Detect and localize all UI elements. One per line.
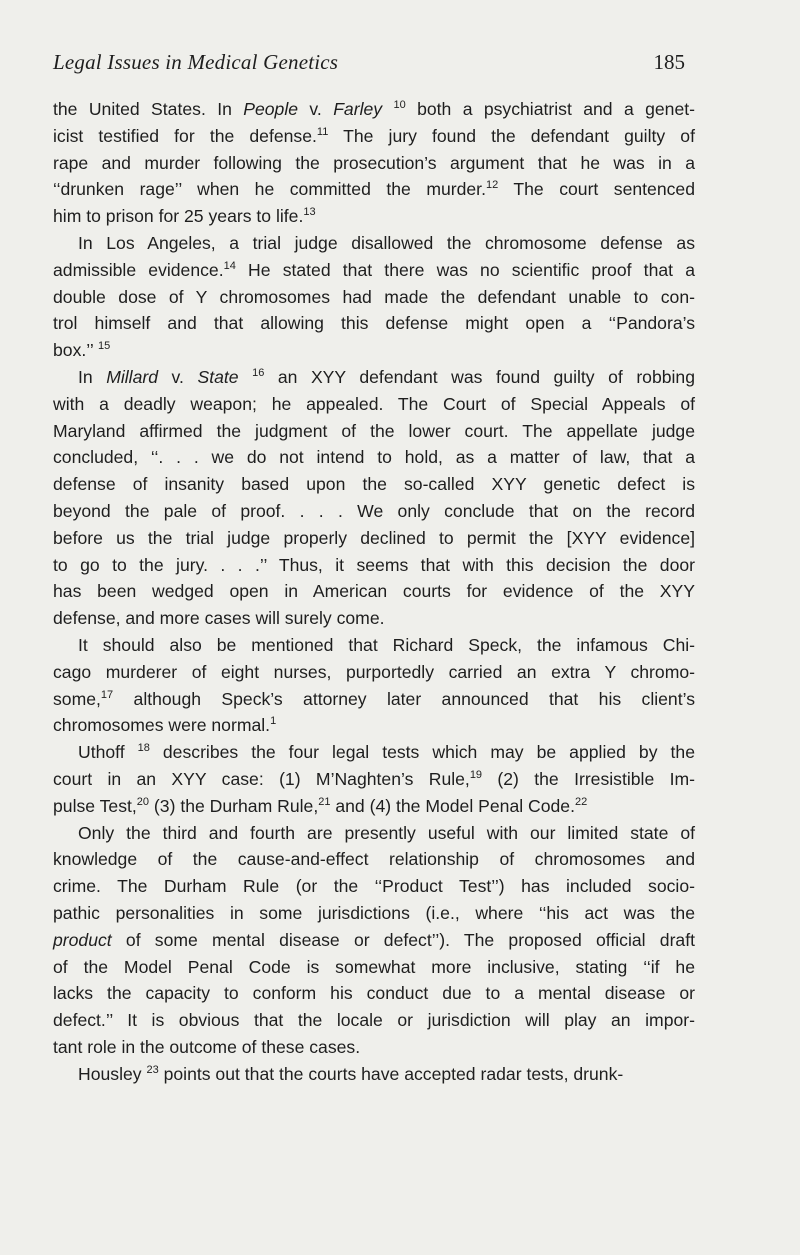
text-span: (3) the Durham Rule,	[149, 795, 319, 816]
text-line	[53, 954, 695, 981]
text-span: beyond the pale of proof. . . . We only conclude that on the record	[53, 500, 695, 521]
text-line	[53, 257, 695, 284]
text-span: defect.’’ It is obvious that the locale or jurisdiction will play an impor-	[53, 1010, 695, 1031]
text-span: v.	[298, 99, 334, 119]
footnote-ref: 13	[303, 206, 316, 219]
text-span	[239, 367, 253, 387]
text-span: although Speck’s attorney later announced that his client’s	[113, 688, 695, 709]
text-line	[53, 820, 695, 847]
text-span: The court sentenced	[498, 179, 695, 200]
text-span: an XYY defendant was found guilty of robbing	[264, 366, 696, 387]
text-span: pathic personalities in some jurisdictions (i.e., where ‘‘his act was the	[53, 902, 695, 923]
text-line	[53, 444, 695, 471]
text-line	[53, 391, 695, 418]
footnote-ref: 21	[318, 795, 331, 808]
italic-text: People	[243, 99, 299, 119]
footnote-ref: 22	[574, 795, 588, 808]
text-line	[53, 846, 695, 873]
text-span: tant role in the outcome of these cases.	[53, 1036, 361, 1057]
text-line	[53, 337, 695, 364]
body-text	[53, 96, 695, 1087]
text-span: Housley	[78, 1063, 147, 1084]
text-span: describes the four legal tests which may be applied by the	[149, 742, 695, 763]
text-span: of some mental disease or defect’’). The proposed official draft	[111, 929, 695, 950]
text-line	[53, 176, 695, 203]
text-span	[382, 99, 393, 119]
running-title: Legal Issues in Medical Genetics	[53, 50, 339, 74]
italic-text: product	[53, 929, 112, 950]
text-span: He stated that there was no scientific proof that a	[235, 259, 695, 280]
text-line	[53, 927, 695, 954]
footnote-ref: 11	[316, 125, 329, 138]
footnote-ref: 10	[393, 99, 406, 111]
footnote-ref: 16	[252, 366, 265, 379]
text-line	[53, 578, 695, 605]
text-span: rape and murder following the prosecution’s argument that he was in a	[53, 152, 695, 173]
text-line	[53, 686, 695, 713]
footnote-ref: 15	[98, 340, 111, 353]
text-line	[53, 418, 695, 445]
text-line	[53, 310, 695, 337]
text-line	[53, 980, 695, 1007]
footnote-ref: 20	[136, 795, 150, 808]
page-header	[53, 50, 687, 75]
text-span: box.’’	[53, 340, 98, 361]
footnote-ref: 18	[137, 742, 150, 755]
text-span: the United States. In	[53, 99, 244, 119]
text-span: defense of insanity based upon the so-called XYY genetic defect is	[53, 474, 695, 495]
text-span: trol himself and that allowing this defense might open a ‘‘Pandora’s	[53, 313, 695, 334]
text-line	[53, 793, 695, 820]
text-span: In	[78, 366, 107, 387]
text-line	[53, 659, 695, 686]
text-span: crime. The Durham Rule (or the ‘‘Product Test’’) has included socio-	[53, 876, 695, 897]
text-line	[53, 1034, 695, 1061]
text-span: some,	[53, 688, 101, 709]
text-span: lacks the capacity to conform his conduct due to a mental disease or	[53, 983, 695, 1004]
footnote-ref: 17	[100, 688, 114, 701]
footnote-ref: 23	[146, 1063, 159, 1076]
italic-text: Millard	[106, 366, 159, 387]
text-span: admissible evidence.	[53, 259, 224, 280]
italic-text: Farley	[333, 99, 383, 119]
text-line	[53, 96, 695, 123]
text-line	[53, 525, 695, 552]
text-span: The jury found the defendant guilty of	[328, 125, 695, 146]
text-span: In Los Angeles, a trial judge disallowed the chromosome defense as	[78, 232, 695, 253]
footnote-ref: 19	[469, 768, 483, 781]
text-line	[53, 1061, 695, 1088]
text-span: pulse Test,	[53, 795, 137, 816]
text-line	[53, 471, 695, 498]
text-span: with a deadly weapon; he appealed. The Court of Special Appeals of	[53, 393, 695, 414]
text-span: him to prison for 25 years to life.	[53, 206, 304, 227]
footnote-ref: 14	[223, 259, 236, 272]
text-line	[53, 123, 695, 150]
text-span: both a psychiatrist and a genet-	[405, 99, 695, 119]
text-span: points out that the courts have accepted radar tests, drunk-	[158, 1063, 624, 1084]
text-span: cago murderer of eight nurses, purportedly carried an extra Y chromo-	[53, 661, 695, 682]
text-line	[53, 605, 695, 632]
page-number: 185	[653, 50, 685, 74]
text-span: chromosomes were normal.	[53, 715, 271, 736]
text-line	[53, 150, 695, 177]
text-span: knowledge of the cause-and-effect relationship of chromosomes and	[53, 849, 695, 870]
text-line	[53, 766, 695, 793]
text-line	[53, 498, 695, 525]
text-span: and (4) the Model Penal Code.	[330, 795, 575, 816]
text-span: icist testified for the defense.	[53, 125, 317, 146]
text-line	[53, 552, 695, 579]
text-span: (2) the Irresistible Im-	[482, 768, 695, 789]
text-span: concluded, ‘‘. . . we do not intend to hold, as a matter of law, that a	[53, 447, 695, 468]
text-span: double dose of Y chromosomes had made the defendant unable to con-	[53, 286, 695, 307]
text-span: Only the third and fourth are presently useful with our limited state of	[78, 822, 695, 843]
text-line	[53, 364, 695, 391]
text-line	[53, 873, 695, 900]
footnote-ref: 1	[270, 715, 277, 728]
text-line	[53, 230, 695, 257]
footnote-ref: 12	[485, 179, 499, 192]
text-span: It should also be mentioned that Richard Speck, the infamous Chi-	[78, 634, 695, 655]
italic-text: State	[197, 366, 239, 387]
text-span: defense, and more cases will surely come.	[53, 608, 385, 629]
text-span: court in an XYY case: (1) M’Naghten’s Rule,	[53, 768, 470, 789]
text-line	[53, 1007, 695, 1034]
text-line	[53, 712, 695, 739]
text-span: ‘‘drunken rage’’ when he committed the murder.	[53, 179, 486, 200]
text-span: has been wedged open in American courts for evidence of the XYY	[53, 581, 695, 602]
text-span: Maryland affirmed the judgment of the lower court. The appellate judge	[53, 420, 695, 441]
text-span: v.	[158, 366, 198, 387]
text-line	[53, 739, 695, 766]
text-span: Uthoff	[78, 742, 138, 763]
text-span: before us the trial judge properly declined to permit the [XYY evidence]	[53, 527, 695, 548]
text-line	[53, 632, 695, 659]
text-line	[53, 284, 695, 311]
text-line	[53, 900, 695, 927]
text-line	[53, 203, 695, 230]
text-span: to go to the jury. . . .’’ Thus, it seems that with this decision the door	[53, 554, 695, 575]
text-span: of the Model Penal Code is somewhat more inclusive, stating ‘‘if he	[53, 956, 695, 977]
